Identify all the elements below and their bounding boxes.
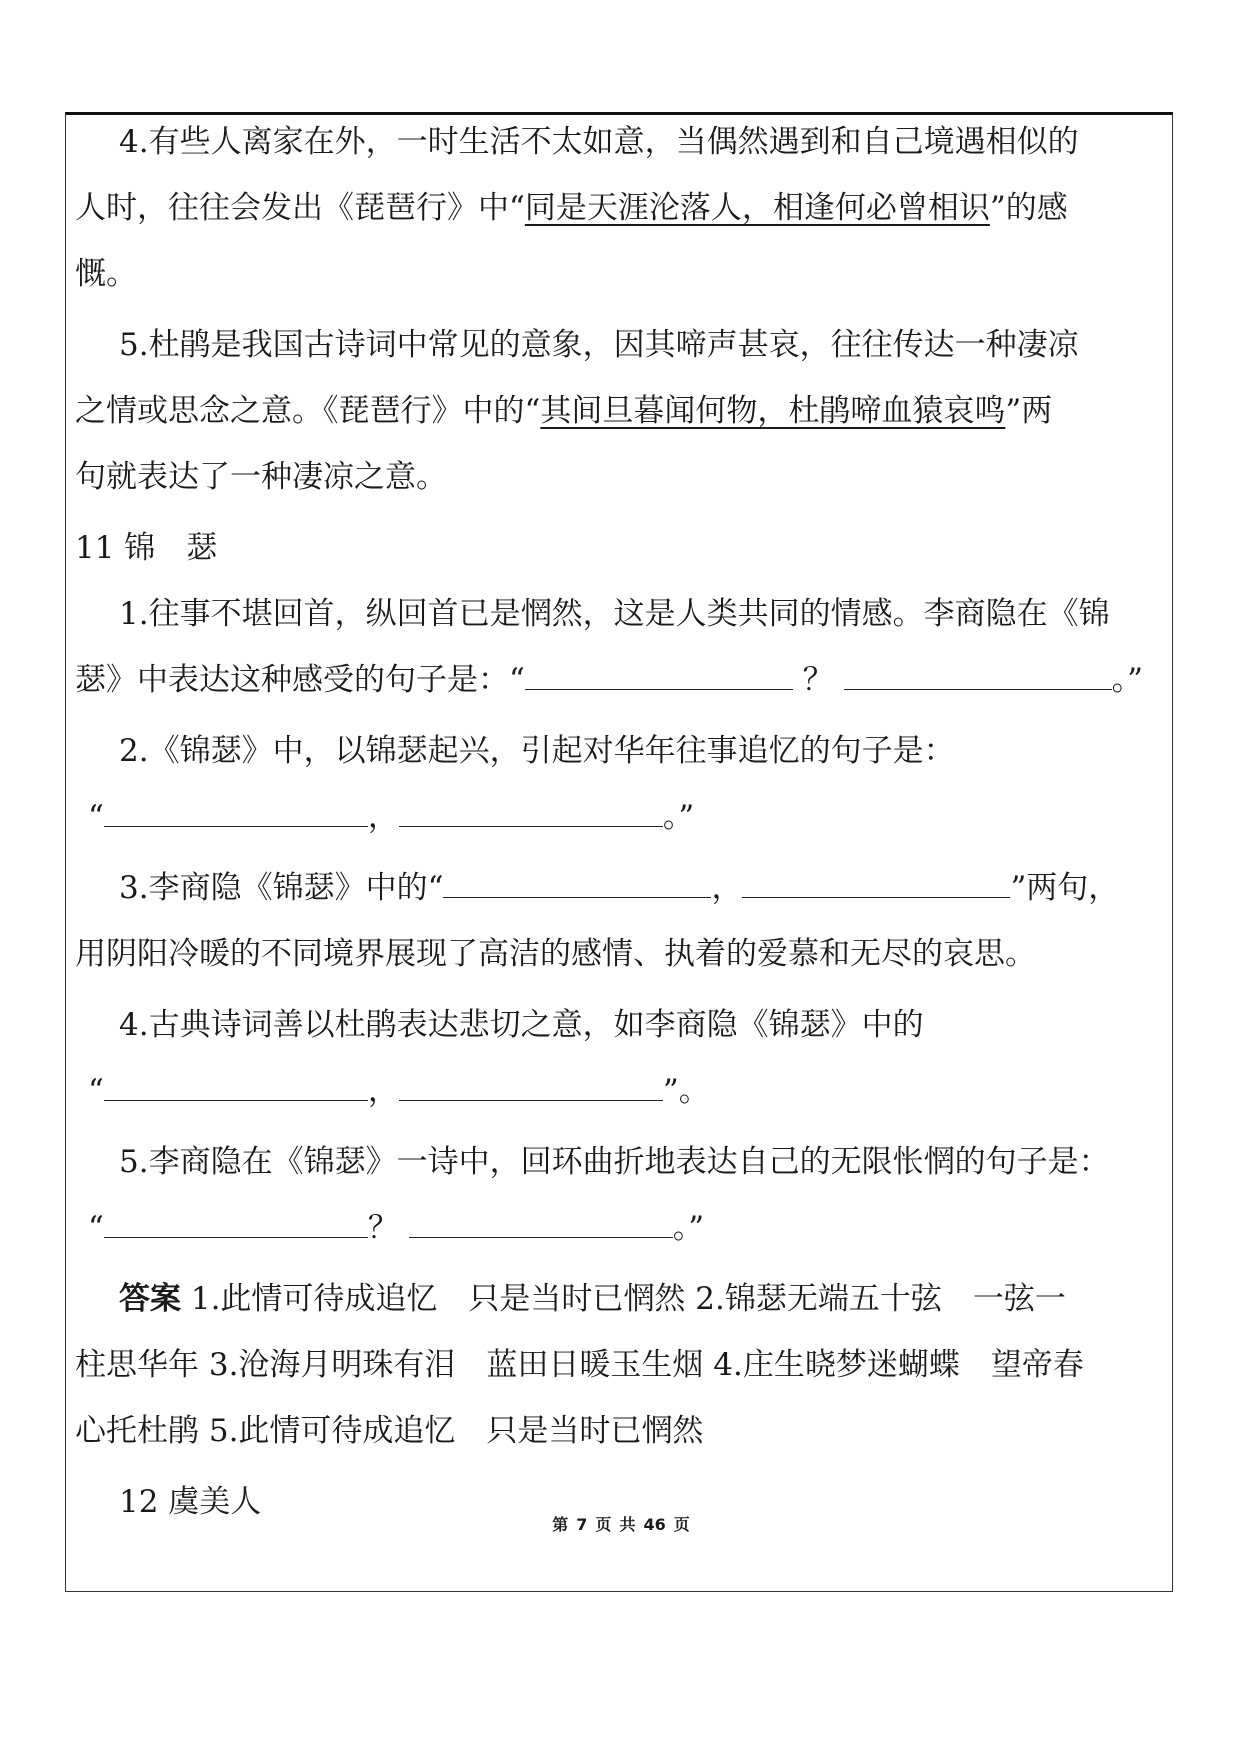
text: ”两 (1005, 393, 1053, 429)
page-footer (0, 1512, 1242, 1535)
q10-item5-line3: 句就表达了一种凄凉之意。 (75, 459, 447, 495)
text: 1.此情可待成追忆 只是当时已惘然 2.锦瑟无端五十弦 一弦一 (181, 1281, 1066, 1317)
answer-blank[interactable] (443, 867, 711, 898)
s11-q3-line1 (75, 866, 1170, 911)
answer-blank[interactable] (104, 1070, 368, 1101)
section11-title: 11 锦 瑟 (75, 530, 218, 566)
text: “ (88, 799, 104, 835)
text: ”的感 (989, 190, 1068, 226)
text: ， (367, 799, 399, 835)
q10-item4-line1: 4.有些人离家在外，一时生活不太如意，当偶然遇到和自己境遇相似的 (119, 124, 1079, 160)
answer-blank[interactable] (104, 1207, 368, 1238)
s11-q4-line2 (75, 1069, 1170, 1114)
s11-q2-line1: 2.《锦瑟》中，以锦瑟起兴，引起对华年往事追忆的句子是： (119, 733, 955, 769)
s11-q5-line2 (75, 1206, 1170, 1251)
section12-title: 12 虞美人 (119, 1484, 262, 1520)
text: 。” (662, 799, 695, 835)
q10-item5-line2 (75, 389, 1170, 434)
s11-q1-line2 (75, 658, 1170, 703)
s11-q4-line1: 4.古典诗词善以杜鹃表达悲切之意，如李商隐《锦瑟》中的 (119, 1007, 924, 1043)
text: 3.李商隐《锦瑟》中的“ (119, 870, 444, 906)
text: 瑟》中表达这种感受的句子是：“ (75, 662, 525, 698)
answer-blank[interactable] (525, 659, 793, 690)
page-number: 7 (576, 1515, 588, 1534)
text: ？ (367, 1210, 399, 1246)
answer-blank[interactable] (409, 1207, 673, 1238)
s11-q3-line2: 用阴阳冷暖的不同境界展现了高洁的感情、执着的爱慕和无尽的哀思。 (75, 936, 1036, 972)
answer-blank[interactable] (399, 796, 663, 827)
text: 。” (672, 1210, 705, 1246)
underlined-answer: 同是天涯沦落人，相逢何必曾相识 (524, 190, 990, 226)
answer-blank[interactable] (742, 867, 1010, 898)
s11-q5-line1: 5.李商隐在《锦瑟》一诗中，回环曲折地表达自己的无限怅惘的句子是： (119, 1144, 1110, 1180)
text: 页 (673, 1515, 690, 1534)
answer-blank[interactable] (399, 1070, 663, 1101)
s11-q2-line2 (75, 795, 1170, 840)
q10-item5-line1: 5.杜鹃是我国古诗词中常见的意象，因其啼声甚哀，往往传达一种凄凉 (119, 327, 1079, 363)
text: ？ (802, 662, 834, 698)
s11-q1-line1: 1.往事不堪回首，纵回首已是惘然，这是人类共同的情感。李商隐在《锦 (119, 596, 1110, 632)
text: ”两句， (1010, 870, 1120, 906)
text: ， (711, 870, 743, 906)
q10-item4-line3: 慨。 (75, 256, 137, 292)
text: 第 (552, 1515, 569, 1534)
text: 人时，往往会发出《琵琶行》中“ (75, 190, 525, 226)
answer-blank[interactable] (104, 796, 368, 827)
s11-answer-line2: 柱思华年 3.沧海月明珠有泪 蓝田日暖玉生烟 4.庄生晓梦迷蝴蝶 望帝春 (75, 1347, 1084, 1383)
text: 共 (619, 1515, 636, 1534)
text: ”。 (662, 1073, 710, 1109)
text: 之情或思念之意。《琵琶行》中的“ (75, 393, 541, 429)
underlined-answer: 其间旦暮闻何物，杜鹃啼血猿哀鸣 (540, 393, 1006, 429)
text: 页 (595, 1515, 612, 1534)
s11-answer-line3: 心托杜鹃 5.此情可待成追忆 只是当时已惘然 (75, 1413, 704, 1449)
q10-item4-line2 (75, 186, 1170, 231)
s11-answer-line1 (75, 1277, 1170, 1322)
answer-blank[interactable] (844, 659, 1112, 690)
page-total: 46 (643, 1515, 666, 1534)
page-content (75, 120, 1170, 1525)
answer-label: 答案 (119, 1281, 181, 1317)
text: “ (88, 1210, 104, 1246)
text: 。” (1111, 662, 1143, 698)
text: “ (88, 1073, 104, 1109)
text: ， (367, 1073, 399, 1109)
